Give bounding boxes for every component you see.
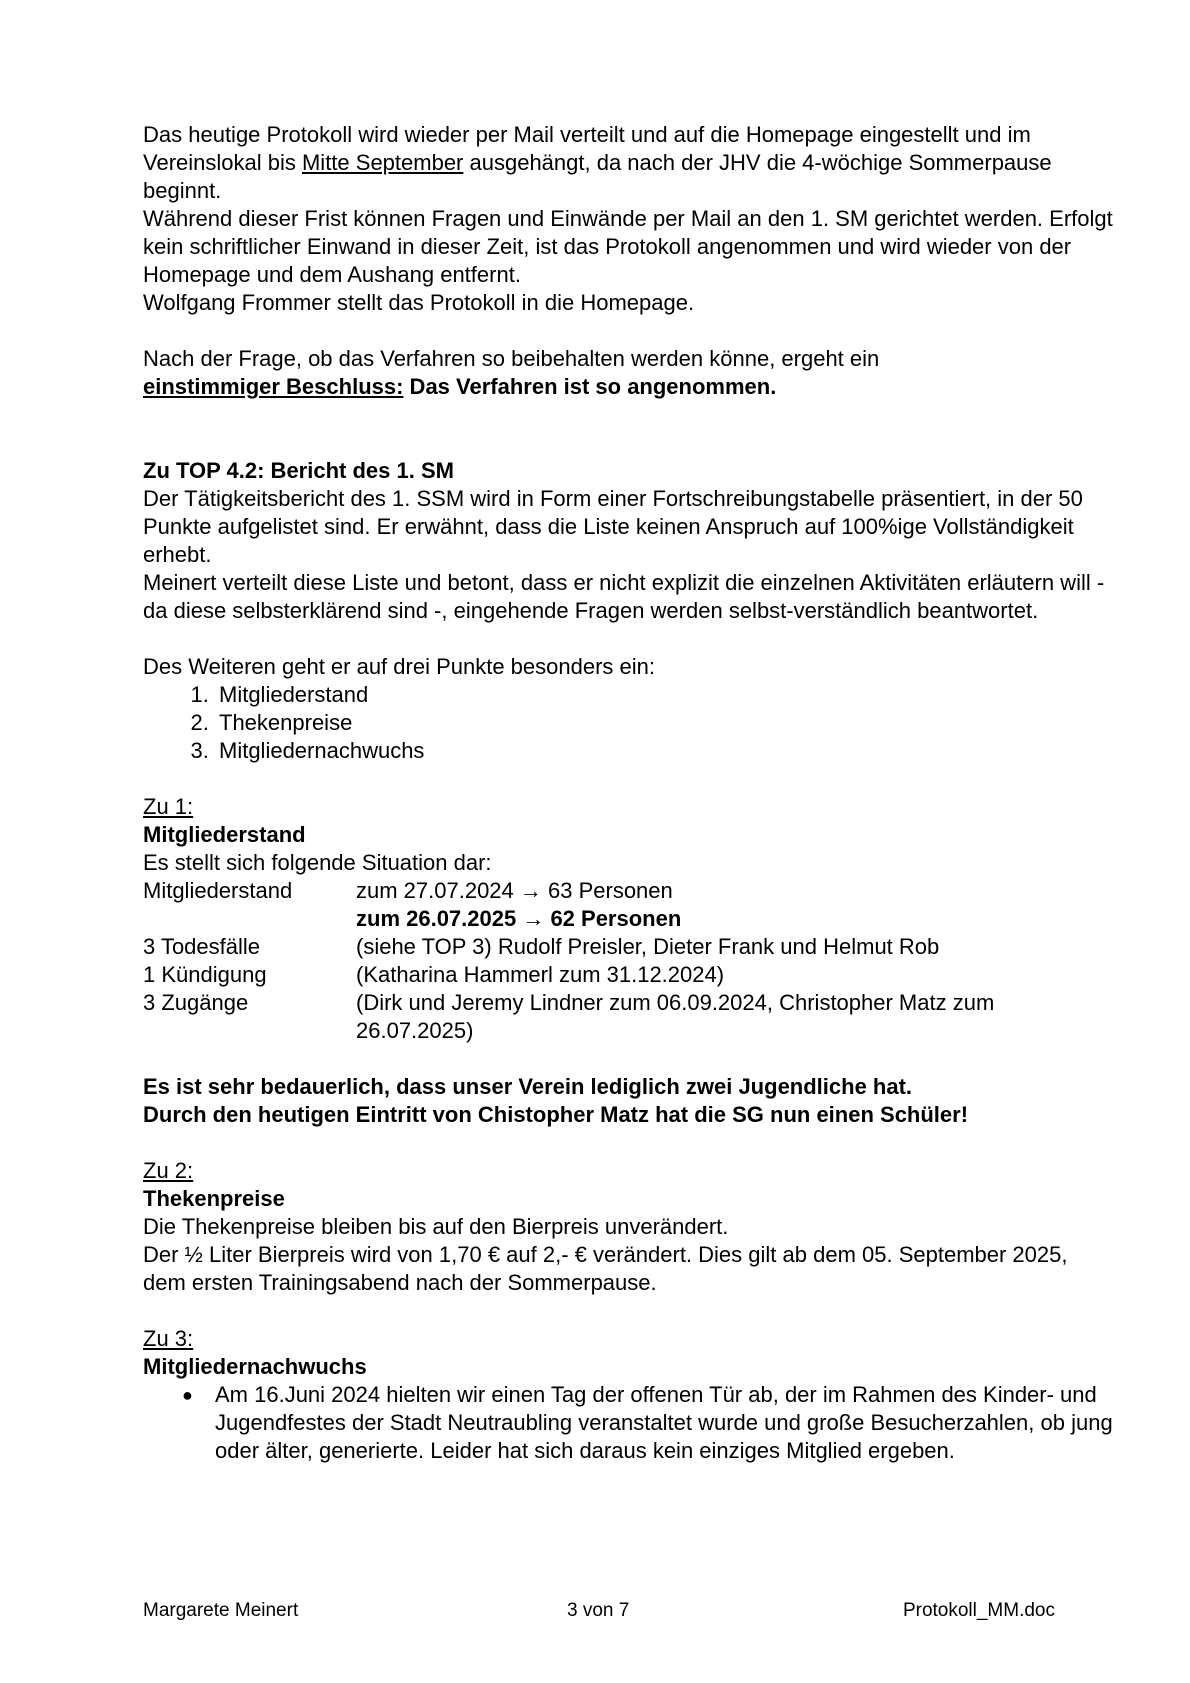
- top42-heading: Zu TOP 4.2: Bericht des 1. SM: [143, 458, 454, 483]
- zu3-bullet-list: [143, 1381, 1113, 1465]
- page-footer: [143, 1597, 1055, 1625]
- member-row: [143, 933, 1113, 961]
- member-row: [143, 961, 1113, 989]
- zu2-label: Zu 2:: [143, 1158, 194, 1183]
- member-row-label: 3 Todesfälle: [143, 934, 261, 959]
- intro-paragraph-2: Während dieser Frist können Fragen und Einwände per Mail an den 1. SM gerichtet werden. Erfolgt kein schriftlicher Einwand in dieser Zeit, ist das Protokoll angenommen und wird wieder von der Homepage und dem Aushang entfernt.: [143, 206, 1113, 287]
- resolution: [143, 373, 1113, 401]
- footer-author: Margarete Meinert: [143, 1600, 299, 1621]
- zu1-heading: Mitgliederstand: [143, 822, 306, 847]
- member-row: [143, 877, 1113, 905]
- zu3-heading: Mitgliedernachwuchs: [143, 1354, 367, 1379]
- member-row-value: zum 26.07.2025 → 62 Personen: [356, 906, 682, 931]
- topic-item: 3. Mitgliedernachwuchs: [215, 737, 1113, 765]
- intro-paragraph-1: [143, 121, 1113, 205]
- member-row: [143, 905, 1113, 933]
- member-row-value: (Katharina Hammerl zum 31.12.2024): [356, 962, 725, 987]
- bullet-icon: ●: [182, 1385, 193, 1405]
- resolution-text: Das Verfahren ist so angenommen.: [403, 374, 777, 399]
- zu1-note-1: Es ist sehr bedauerlich, dass unser Verein lediglich zwei Jugendliche hat.: [143, 1074, 913, 1099]
- member-row-label: 3 Zugänge: [143, 990, 249, 1015]
- intro-text-a: Das heutige Protokoll wird wieder per Mail verteilt und auf die Homepage eingestellt und im Vereinslokal bis: [143, 122, 1031, 175]
- top42-paragraph-3: Des Weiteren geht er auf drei Punkte besonders ein:: [143, 654, 656, 679]
- member-row-value: (siehe TOP 3) Rudolf Preisler, Dieter Frank und Helmut Rob: [356, 934, 940, 959]
- intro-paragraph-3: Wolfgang Frommer stellt das Protokoll in die Homepage.: [143, 290, 695, 315]
- zu1-intro: Es stellt sich folgende Situation dar:: [143, 850, 492, 875]
- member-row-value: zum 27.07.2024 → 63 Personen: [356, 878, 673, 903]
- zu2-paragraph-2: Der ½ Liter Bierpreis wird von 1,70 € auf 2,- € verändert. Dies gilt ab dem 05. September 2025, dem ersten Trainingsabend nach der Sommerpause.: [143, 1242, 1068, 1295]
- zu1-label: Zu 1:: [143, 794, 194, 819]
- intro-paragraph-4: Nach der Frage, ob das Verfahren so beibehalten werden könne, ergeht ein: [143, 346, 880, 371]
- footer-filename: Protokoll_MM.doc: [902, 1600, 1055, 1621]
- member-row-label: [143, 905, 356, 933]
- member-row-label: Mitgliederstand: [143, 878, 293, 903]
- footer-page-number: 3 von 7: [567, 1600, 630, 1621]
- zu2-heading: Thekenpreise: [143, 1186, 285, 1211]
- topic-list: [143, 681, 1113, 765]
- bullet-item: [182, 1381, 1113, 1465]
- intro-text-b: ausgehängt, da nach der JHV die 4-wöchige Sommerpause beginnt.: [143, 150, 1052, 203]
- resolution-label: einstimmiger Beschluss:: [143, 374, 404, 399]
- document-page: [143, 121, 1113, 1465]
- bullet-text: Am 16.Juni 2024 hielten wir einen Tag der offenen Tür ab, der im Rahmen des Kinder- und Jugendfestes der Stadt Neutraubling veranstaltet wurde und große Besucherzahlen, ob jung oder älter, generierte. Leider hat sich daraus kein einziges Mitglied ergeben.: [215, 1382, 1113, 1463]
- top42-paragraph-1: Der Tätigkeitsbericht des 1. SSM wird in Form einer Fortschreibungstabelle präsentiert, in der 50 Punkte aufgelistet sind. Er erwähnt, dass die Liste keinen Anspruch auf 100%ige Vollständigkeit erhebt.: [143, 486, 1083, 567]
- member-row-label: 1 Kündigung: [143, 962, 267, 987]
- zu2-paragraph-1: Die Thekenpreise bleiben bis auf den Bierpreis unverändert.: [143, 1214, 729, 1239]
- member-row: [143, 989, 1113, 1045]
- topic-item: 2. Thekenpreise: [215, 709, 1113, 737]
- intro-deadline: Mitte September: [301, 150, 464, 175]
- zu3-label: Zu 3:: [143, 1326, 194, 1351]
- zu1-note-2: Durch den heutigen Eintritt von Chistopher Matz hat die SG nun einen Schüler!: [143, 1102, 969, 1127]
- top42-paragraph-2: Meinert verteilt diese Liste und betont, dass er nicht explizit die einzelnen Aktivitäten erläutern will - da diese selbsterklärend sind -, eingehende Fragen werden selbst-verständlich beantwortet.: [143, 570, 1105, 623]
- member-row-value: (Dirk und Jeremy Lindner zum 06.09.2024, Christopher Matz zum 26.07.2025): [356, 990, 995, 1043]
- topic-item: 1. Mitgliederstand: [215, 681, 1113, 709]
